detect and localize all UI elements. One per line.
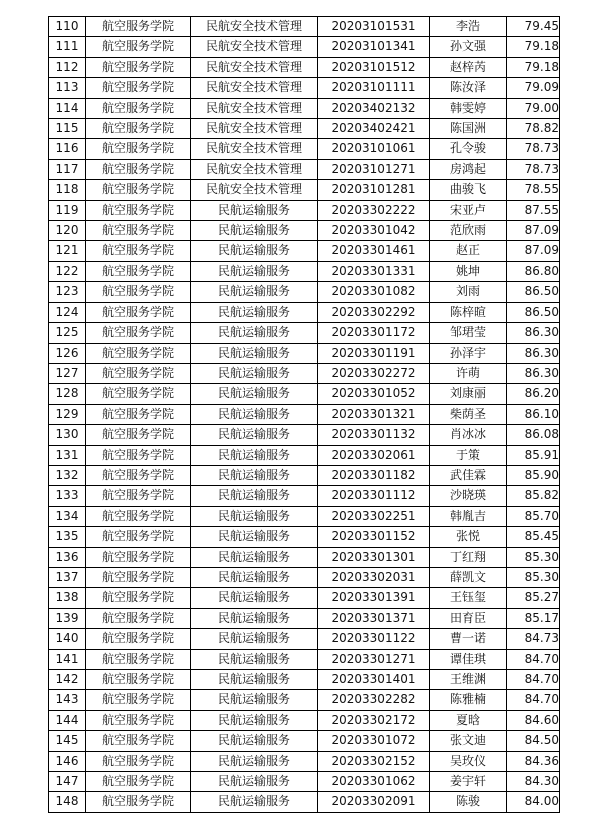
row-number-cell: 133 <box>49 486 86 506</box>
student-id-cell: 20203302282 <box>318 690 430 710</box>
table-row <box>49 57 560 77</box>
student-id-cell: 20203302272 <box>318 363 430 383</box>
college-cell: 航空服务学院 <box>86 690 191 710</box>
student-id-cell: 20203302222 <box>318 200 430 220</box>
major-cell: 民航运输服务 <box>191 221 318 241</box>
row-number-cell: 123 <box>49 282 86 302</box>
row-number-cell: 110 <box>49 17 86 37</box>
major-cell: 民航安全技术管理 <box>191 139 318 159</box>
row-number-cell: 141 <box>49 649 86 669</box>
student-id-cell: 20203101271 <box>318 159 430 179</box>
row-number-cell: 137 <box>49 567 86 587</box>
row-number-cell: 130 <box>49 425 86 445</box>
student-id-cell: 20203301461 <box>318 241 430 261</box>
student-id-cell: 20203301132 <box>318 425 430 445</box>
college-cell: 航空服务学院 <box>86 425 191 445</box>
score-cell: 79.09 <box>507 78 560 98</box>
student-name-cell: 柴荫圣 <box>430 404 507 424</box>
score-cell: 84.30 <box>507 772 560 792</box>
row-number-cell: 122 <box>49 261 86 281</box>
table-row <box>49 751 560 771</box>
row-number-cell: 146 <box>49 751 86 771</box>
college-cell: 航空服务学院 <box>86 241 191 261</box>
student-name-cell: 曲骏飞 <box>430 180 507 200</box>
score-cell: 85.82 <box>507 486 560 506</box>
table-row <box>49 486 560 506</box>
student-id-cell: 20203402421 <box>318 119 430 139</box>
student-id-cell: 20203301112 <box>318 486 430 506</box>
student-name-cell: 范欣雨 <box>430 221 507 241</box>
college-cell: 航空服务学院 <box>86 404 191 424</box>
table-row <box>49 323 560 343</box>
college-cell: 航空服务学院 <box>86 180 191 200</box>
college-cell: 航空服务学院 <box>86 98 191 118</box>
score-cell: 78.82 <box>507 119 560 139</box>
college-cell: 航空服务学院 <box>86 547 191 567</box>
score-cell: 85.17 <box>507 608 560 628</box>
row-number-cell: 148 <box>49 792 86 812</box>
college-cell: 航空服务学院 <box>86 17 191 37</box>
student-name-cell: 韩胤吉 <box>430 506 507 526</box>
student-name-cell: 李浩 <box>430 17 507 37</box>
row-number-cell: 115 <box>49 119 86 139</box>
major-cell: 民航运输服务 <box>191 690 318 710</box>
major-cell: 民航安全技术管理 <box>191 98 318 118</box>
table-row <box>49 792 560 812</box>
score-cell: 78.55 <box>507 180 560 200</box>
college-cell: 航空服务学院 <box>86 731 191 751</box>
college-cell: 航空服务学院 <box>86 282 191 302</box>
table-row <box>49 221 560 241</box>
student-name-cell: 刘雨 <box>430 282 507 302</box>
score-cell: 86.30 <box>507 323 560 343</box>
student-name-cell: 夏晗 <box>430 710 507 730</box>
table-row <box>49 608 560 628</box>
student-name-cell: 陈梓暄 <box>430 302 507 322</box>
table-row <box>49 547 560 567</box>
row-number-cell: 127 <box>49 363 86 383</box>
student-id-cell: 20203302152 <box>318 751 430 771</box>
college-cell: 航空服务学院 <box>86 751 191 771</box>
row-number-cell: 120 <box>49 221 86 241</box>
college-cell: 航空服务学院 <box>86 261 191 281</box>
college-cell: 航空服务学院 <box>86 486 191 506</box>
table-row <box>49 343 560 363</box>
row-number-cell: 138 <box>49 588 86 608</box>
student-id-cell: 20203301082 <box>318 282 430 302</box>
student-id-cell: 20203301401 <box>318 670 430 690</box>
table-row <box>49 78 560 98</box>
major-cell: 民航运输服务 <box>191 670 318 690</box>
row-number-cell: 145 <box>49 731 86 751</box>
row-number-cell: 142 <box>49 670 86 690</box>
student-name-cell: 宋亚卢 <box>430 200 507 220</box>
student-id-cell: 20203301072 <box>318 731 430 751</box>
student-id-cell: 20203301172 <box>318 323 430 343</box>
student-name-cell: 薛凯文 <box>430 567 507 587</box>
student-name-cell: 孙文强 <box>430 37 507 57</box>
major-cell: 民航运输服务 <box>191 445 318 465</box>
score-cell: 84.50 <box>507 731 560 751</box>
student-name-cell: 于策 <box>430 445 507 465</box>
score-cell: 84.70 <box>507 690 560 710</box>
student-name-cell: 丁红翔 <box>430 547 507 567</box>
score-cell: 87.09 <box>507 221 560 241</box>
major-cell: 民航运输服务 <box>191 200 318 220</box>
student-id-cell: 20203301042 <box>318 221 430 241</box>
table-row <box>49 119 560 139</box>
major-cell: 民航运输服务 <box>191 710 318 730</box>
table-row <box>49 363 560 383</box>
major-cell: 民航运输服务 <box>191 731 318 751</box>
row-number-cell: 114 <box>49 98 86 118</box>
score-cell: 79.18 <box>507 57 560 77</box>
table-row <box>49 649 560 669</box>
row-number-cell: 121 <box>49 241 86 261</box>
student-name-cell: 邹珺莹 <box>430 323 507 343</box>
college-cell: 航空服务学院 <box>86 445 191 465</box>
student-name-cell: 赵梓芮 <box>430 57 507 77</box>
major-cell: 民航运输服务 <box>191 343 318 363</box>
row-number-cell: 111 <box>49 37 86 57</box>
major-cell: 民航运输服务 <box>191 506 318 526</box>
row-number-cell: 113 <box>49 78 86 98</box>
student-name-cell: 田育臣 <box>430 608 507 628</box>
student-id-cell: 20203302031 <box>318 567 430 587</box>
college-cell: 航空服务学院 <box>86 465 191 485</box>
score-cell: 79.00 <box>507 98 560 118</box>
table-row <box>49 465 560 485</box>
student-name-cell: 吴玫仪 <box>430 751 507 771</box>
table-row <box>49 180 560 200</box>
score-cell: 79.18 <box>507 37 560 57</box>
student-name-cell: 谭佳琪 <box>430 649 507 669</box>
score-cell: 86.08 <box>507 425 560 445</box>
student-id-cell: 20203301052 <box>318 384 430 404</box>
row-number-cell: 129 <box>49 404 86 424</box>
student-id-cell: 20203302172 <box>318 710 430 730</box>
student-name-cell: 姜宇轩 <box>430 772 507 792</box>
score-cell: 84.60 <box>507 710 560 730</box>
table-row <box>49 731 560 751</box>
college-cell: 航空服务学院 <box>86 527 191 547</box>
row-number-cell: 135 <box>49 527 86 547</box>
row-number-cell: 119 <box>49 200 86 220</box>
student-name-cell: 陈骏 <box>430 792 507 812</box>
college-cell: 航空服务学院 <box>86 772 191 792</box>
row-number-cell: 134 <box>49 506 86 526</box>
student-name-cell: 陈汝泽 <box>430 78 507 98</box>
table-row <box>49 282 560 302</box>
college-cell: 航空服务学院 <box>86 629 191 649</box>
student-id-cell: 20203302061 <box>318 445 430 465</box>
major-cell: 民航运输服务 <box>191 649 318 669</box>
college-cell: 航空服务学院 <box>86 200 191 220</box>
score-cell: 86.10 <box>507 404 560 424</box>
table-row <box>49 629 560 649</box>
college-cell: 航空服务学院 <box>86 649 191 669</box>
table-row <box>49 670 560 690</box>
row-number-cell: 136 <box>49 547 86 567</box>
major-cell: 民航运输服务 <box>191 527 318 547</box>
score-cell: 85.91 <box>507 445 560 465</box>
row-number-cell: 118 <box>49 180 86 200</box>
student-name-cell: 陈雅楠 <box>430 690 507 710</box>
score-cell: 86.30 <box>507 363 560 383</box>
score-cell: 85.70 <box>507 506 560 526</box>
student-id-cell: 20203101281 <box>318 180 430 200</box>
major-cell: 民航运输服务 <box>191 363 318 383</box>
row-number-cell: 143 <box>49 690 86 710</box>
score-cell: 79.45 <box>507 17 560 37</box>
student-score-table <box>48 16 560 813</box>
major-cell: 民航运输服务 <box>191 792 318 812</box>
college-cell: 航空服务学院 <box>86 608 191 628</box>
table-row <box>49 772 560 792</box>
student-id-cell: 20203301391 <box>318 588 430 608</box>
score-cell: 87.09 <box>507 241 560 261</box>
table-row <box>49 37 560 57</box>
table-row <box>49 404 560 424</box>
score-cell: 85.30 <box>507 547 560 567</box>
student-id-cell: 20203402132 <box>318 98 430 118</box>
table-row <box>49 588 560 608</box>
major-cell: 民航安全技术管理 <box>191 57 318 77</box>
table-row <box>49 384 560 404</box>
college-cell: 航空服务学院 <box>86 384 191 404</box>
table-row <box>49 302 560 322</box>
student-name-cell: 房鸿起 <box>430 159 507 179</box>
college-cell: 航空服务学院 <box>86 159 191 179</box>
student-id-cell: 20203301122 <box>318 629 430 649</box>
major-cell: 民航运输服务 <box>191 323 318 343</box>
student-name-cell: 许萌 <box>430 363 507 383</box>
major-cell: 民航安全技术管理 <box>191 37 318 57</box>
student-id-cell: 20203301371 <box>318 608 430 628</box>
student-name-cell: 王钰玺 <box>430 588 507 608</box>
student-name-cell: 姚坤 <box>430 261 507 281</box>
score-cell: 86.50 <box>507 302 560 322</box>
college-cell: 航空服务学院 <box>86 323 191 343</box>
college-cell: 航空服务学院 <box>86 139 191 159</box>
score-cell: 84.36 <box>507 751 560 771</box>
major-cell: 民航运输服务 <box>191 486 318 506</box>
college-cell: 航空服务学院 <box>86 302 191 322</box>
major-cell: 民航运输服务 <box>191 282 318 302</box>
score-cell: 84.00 <box>507 792 560 812</box>
table-row <box>49 567 560 587</box>
student-id-cell: 20203302292 <box>318 302 430 322</box>
major-cell: 民航运输服务 <box>191 261 318 281</box>
row-number-cell: 131 <box>49 445 86 465</box>
row-number-cell: 144 <box>49 710 86 730</box>
major-cell: 民航安全技术管理 <box>191 78 318 98</box>
student-name-cell: 孙泽宇 <box>430 343 507 363</box>
college-cell: 航空服务学院 <box>86 792 191 812</box>
student-name-cell: 曹一诺 <box>430 629 507 649</box>
major-cell: 民航运输服务 <box>191 425 318 445</box>
table-row <box>49 710 560 730</box>
student-id-cell: 20203301062 <box>318 772 430 792</box>
major-cell: 民航安全技术管理 <box>191 159 318 179</box>
college-cell: 航空服务学院 <box>86 588 191 608</box>
table-row <box>49 261 560 281</box>
table-body <box>49 17 560 813</box>
score-cell: 84.73 <box>507 629 560 649</box>
major-cell: 民航运输服务 <box>191 302 318 322</box>
student-name-cell: 沙晓瑛 <box>430 486 507 506</box>
student-id-cell: 20203101111 <box>318 78 430 98</box>
row-number-cell: 125 <box>49 323 86 343</box>
student-id-cell: 20203101061 <box>318 139 430 159</box>
score-cell: 84.70 <box>507 649 560 669</box>
student-name-cell: 张悦 <box>430 527 507 547</box>
major-cell: 民航安全技术管理 <box>191 17 318 37</box>
score-cell: 85.45 <box>507 527 560 547</box>
table-row <box>49 527 560 547</box>
score-cell: 87.55 <box>507 200 560 220</box>
score-cell: 78.73 <box>507 139 560 159</box>
row-number-cell: 112 <box>49 57 86 77</box>
college-cell: 航空服务学院 <box>86 506 191 526</box>
major-cell: 民航运输服务 <box>191 567 318 587</box>
student-id-cell: 20203101341 <box>318 37 430 57</box>
college-cell: 航空服务学院 <box>86 119 191 139</box>
score-cell: 78.73 <box>507 159 560 179</box>
student-id-cell: 20203301331 <box>318 261 430 281</box>
major-cell: 民航安全技术管理 <box>191 119 318 139</box>
major-cell: 民航运输服务 <box>191 588 318 608</box>
table-row <box>49 506 560 526</box>
major-cell: 民航运输服务 <box>191 772 318 792</box>
table-row <box>49 139 560 159</box>
score-cell: 85.90 <box>507 465 560 485</box>
student-name-cell: 王维渊 <box>430 670 507 690</box>
major-cell: 民航运输服务 <box>191 629 318 649</box>
college-cell: 航空服务学院 <box>86 78 191 98</box>
row-number-cell: 128 <box>49 384 86 404</box>
student-id-cell: 20203301182 <box>318 465 430 485</box>
major-cell: 民航运输服务 <box>191 547 318 567</box>
row-number-cell: 124 <box>49 302 86 322</box>
student-id-cell: 20203301152 <box>318 527 430 547</box>
score-cell: 86.50 <box>507 282 560 302</box>
row-number-cell: 117 <box>49 159 86 179</box>
student-name-cell: 陈国洲 <box>430 119 507 139</box>
college-cell: 航空服务学院 <box>86 710 191 730</box>
score-cell: 86.80 <box>507 261 560 281</box>
row-number-cell: 116 <box>49 139 86 159</box>
row-number-cell: 126 <box>49 343 86 363</box>
student-id-cell: 20203301301 <box>318 547 430 567</box>
table-row <box>49 159 560 179</box>
college-cell: 航空服务学院 <box>86 343 191 363</box>
major-cell: 民航运输服务 <box>191 404 318 424</box>
student-id-cell: 20203302091 <box>318 792 430 812</box>
student-name-cell: 赵正 <box>430 241 507 261</box>
major-cell: 民航安全技术管理 <box>191 180 318 200</box>
score-cell: 86.30 <box>507 343 560 363</box>
major-cell: 民航运输服务 <box>191 608 318 628</box>
major-cell: 民航运输服务 <box>191 465 318 485</box>
major-cell: 民航运输服务 <box>191 384 318 404</box>
score-cell: 85.27 <box>507 588 560 608</box>
table-row <box>49 425 560 445</box>
row-number-cell: 147 <box>49 772 86 792</box>
college-cell: 航空服务学院 <box>86 670 191 690</box>
row-number-cell: 132 <box>49 465 86 485</box>
college-cell: 航空服务学院 <box>86 363 191 383</box>
student-name-cell: 孔令骏 <box>430 139 507 159</box>
student-id-cell: 20203301321 <box>318 404 430 424</box>
table-row <box>49 445 560 465</box>
table-row <box>49 17 560 37</box>
table-row <box>49 98 560 118</box>
table-row <box>49 690 560 710</box>
student-name-cell: 刘康丽 <box>430 384 507 404</box>
student-name-cell: 韩雯婷 <box>430 98 507 118</box>
student-id-cell: 20203101512 <box>318 57 430 77</box>
row-number-cell: 139 <box>49 608 86 628</box>
score-cell: 86.20 <box>507 384 560 404</box>
major-cell: 民航运输服务 <box>191 241 318 261</box>
student-id-cell: 20203301191 <box>318 343 430 363</box>
college-cell: 航空服务学院 <box>86 221 191 241</box>
row-number-cell: 140 <box>49 629 86 649</box>
student-id-cell: 20203302251 <box>318 506 430 526</box>
major-cell: 民航运输服务 <box>191 751 318 771</box>
student-id-cell: 20203301271 <box>318 649 430 669</box>
college-cell: 航空服务学院 <box>86 567 191 587</box>
college-cell: 航空服务学院 <box>86 37 191 57</box>
student-name-cell: 肖冰冰 <box>430 425 507 445</box>
college-cell: 航空服务学院 <box>86 57 191 77</box>
table-row <box>49 200 560 220</box>
student-name-cell: 武佳霖 <box>430 465 507 485</box>
score-cell: 84.70 <box>507 670 560 690</box>
table-row <box>49 241 560 261</box>
student-name-cell: 张文迪 <box>430 731 507 751</box>
score-cell: 85.30 <box>507 567 560 587</box>
student-id-cell: 20203101531 <box>318 17 430 37</box>
